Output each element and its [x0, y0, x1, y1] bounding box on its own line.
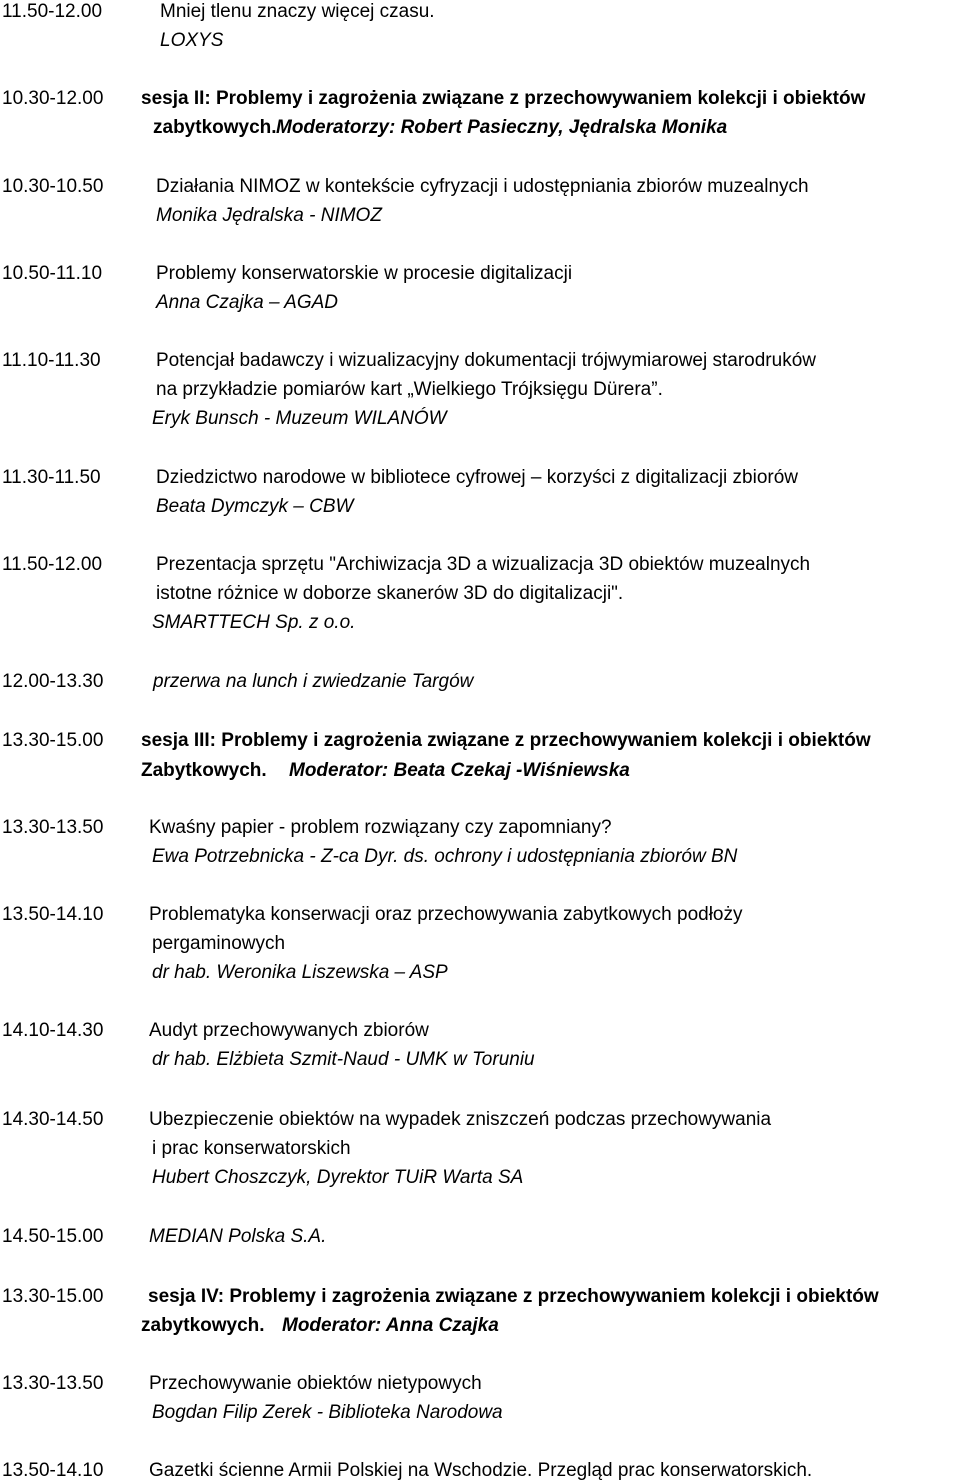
speaker: Beata Dymczyk – CBW: [156, 496, 354, 517]
time-slot: 13.30-15.00: [2, 1286, 104, 1307]
talk-title-cont: na przykładzie pomiarów kart „Wielkiego Trójksięgu Dürera”.: [156, 379, 663, 400]
session-moderator: Moderator: Beata Czekaj -Wiśniewska: [289, 760, 630, 781]
session-moderator: Moderator: Anna Czajka: [282, 1315, 499, 1336]
time-slot: 11.10-11.30: [2, 350, 101, 371]
talk-title: Działania NIMOZ w kontekście cyfryzacji i udostępniania zbiorów muzealnych: [156, 176, 809, 197]
session-moderator: Moderatorzy: Robert Pasieczny, Jędralska Monika: [276, 117, 728, 138]
time-slot: 14.50-15.00: [2, 1226, 104, 1247]
session-heading: sesja IV: Problemy i zagrożenia związane z przechowywaniem kolekcji i obiektów: [148, 1286, 879, 1307]
time-slot: 14.30-14.50: [2, 1109, 104, 1130]
break-label: przerwa na lunch i zwiedzanie Targów: [153, 671, 474, 692]
session-heading-cont: zabytkowych.: [141, 1315, 265, 1336]
speaker: Monika Jędralska - NIMOZ: [156, 205, 382, 226]
talk-title: Gazetki ścienne Armii Polskiej na Wschodzie. Przegląd prac konserwatorskich.: [149, 1460, 813, 1481]
speaker: Anna Czajka – AGAD: [156, 292, 338, 313]
time-slot: 11.50-12.00: [2, 554, 103, 575]
talk-title: Prezentacja sprzętu "Archiwizacja 3D a wizualizacja 3D obiektów muzealnych: [156, 554, 811, 575]
speaker: dr hab. Weronika Liszewska – ASP: [152, 962, 448, 983]
session-heading: sesja II: Problemy i zagrożenia związane z przechowywaniem kolekcji i obiektów: [141, 88, 866, 109]
talk-title-cont: pergaminowych: [152, 933, 286, 954]
time-slot: 12.00-13.30: [2, 671, 104, 692]
speaker: dr hab. Elżbieta Szmit-Naud - UMK w Toruniu: [152, 1049, 535, 1070]
time-slot: 13.30-13.50: [2, 1373, 104, 1394]
time-slot: 13.50-14.10: [2, 1460, 104, 1481]
time-slot: 10.50-11.10: [2, 263, 103, 284]
talk-title: Ubezpieczenie obiektów na wypadek zniszczeń podczas przechowywania: [149, 1109, 772, 1130]
session-heading-cont: zabytkowych.: [153, 117, 277, 138]
talk-title-cont: istotne różnice w doborze skanerów 3D do digitalizacji".: [156, 583, 624, 604]
time-slot: 13.30-15.00: [2, 730, 104, 751]
speaker: Hubert Choszczyk, Dyrektor TUiR Warta SA: [152, 1167, 524, 1188]
speaker: SMARTTECH Sp. z o.o.: [152, 612, 356, 633]
time-slot: 10.30-10.50: [2, 176, 104, 197]
talk-title: Kwaśny papier - problem rozwiązany czy zapomniany?: [149, 817, 612, 838]
talk-title: Przechowywanie obiektów nietypowych: [149, 1373, 482, 1394]
session-heading: sesja III: Problemy i zagrożenia związane z przechowywaniem kolekcji i obiektów: [141, 730, 871, 751]
time-slot: 13.50-14.10: [2, 904, 104, 925]
talk-title: Dziedzictwo narodowe w bibliotece cyfrowej – korzyści z digitalizacji zbiorów: [156, 467, 799, 488]
talk-title: Problematyka konserwacji oraz przechowywania zabytkowych podłoży: [149, 904, 743, 925]
speaker: LOXYS: [160, 30, 224, 51]
talk-title-cont: i prac konserwatorskich: [152, 1138, 351, 1159]
time-slot: 11.30-11.50: [2, 467, 101, 488]
speaker: Eryk Bunsch - Muzeum WILANÓW: [152, 408, 447, 429]
time-slot: 13.30-13.50: [2, 817, 104, 838]
session-heading-cont: Zabytkowych.: [141, 760, 267, 781]
speaker: Bogdan Filip Zerek - Biblioteka Narodowa: [152, 1402, 503, 1423]
talk-title: Mniej tlenu znaczy więcej czasu.: [160, 1, 435, 22]
talk-title: Potencjał badawczy i wizualizacyjny dokumentacji trójwymiarowej starodruków: [156, 350, 816, 371]
talk-title: Audyt przechowywanych zbiorów: [149, 1020, 429, 1041]
time-slot: 10.30-12.00: [2, 88, 104, 109]
speaker: Ewa Potrzebnicka - Z-ca Dyr. ds. ochrony i udostępniania zbiorów BN: [152, 846, 738, 867]
time-slot: 11.50-12.00: [2, 1, 103, 22]
talk-title: Problemy konserwatorskie w procesie digitalizacji: [156, 263, 573, 284]
time-slot: 14.10-14.30: [2, 1020, 104, 1041]
speaker: MEDIAN Polska S.A.: [149, 1226, 327, 1247]
